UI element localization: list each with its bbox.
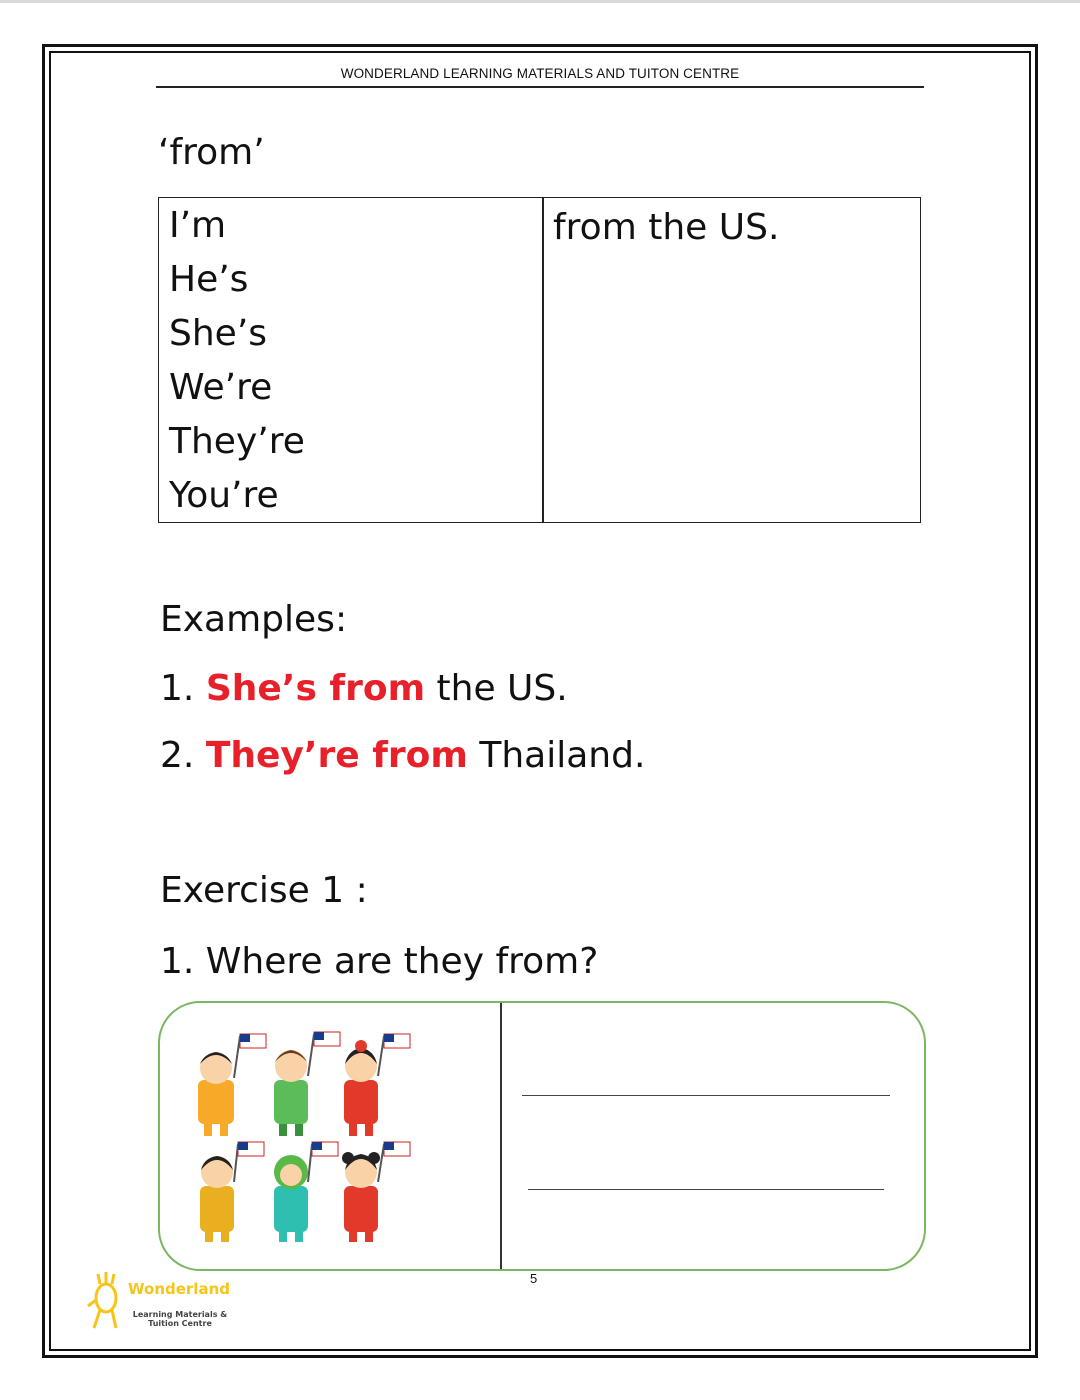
header-rule: [156, 86, 924, 88]
page-title: ‘from’: [158, 132, 265, 173]
example-item: [160, 668, 568, 709]
page-number: 5: [530, 1271, 538, 1286]
grammar-table: [158, 197, 921, 523]
exercise-question: 1. Where are they from?: [160, 941, 599, 982]
child-figure: [274, 1032, 340, 1136]
table-divider: [542, 198, 544, 522]
subject-cell: They’re: [169, 421, 305, 462]
subject-cell: You’re: [169, 475, 279, 516]
example-highlight: She’s from: [205, 668, 426, 709]
answer-line[interactable]: [522, 1095, 890, 1096]
subject-cell: She’s: [169, 313, 268, 354]
example-number: 2.: [160, 735, 195, 776]
subject-cell: He’s: [169, 259, 249, 300]
header-centre-name: WONDERLAND LEARNING MATERIALS AND TUITON CENTRE: [340, 66, 740, 81]
logo-subtitle-line: Learning Materials &: [132, 1310, 228, 1319]
logo-name: Wonderland: [128, 1280, 230, 1298]
subject-cell: I’m: [169, 205, 227, 246]
predicate-cell: from the US.: [553, 207, 780, 248]
child-figure: [200, 1142, 264, 1242]
examples-heading: Examples:: [160, 599, 348, 640]
answer-line[interactable]: [528, 1189, 884, 1190]
child-figure: [344, 1034, 410, 1136]
example-highlight: They’re from: [205, 735, 468, 776]
logo-subtitle-line: Tuition Centre: [148, 1319, 212, 1328]
wonderland-logo: [86, 1272, 246, 1338]
subject-cell: We’re: [169, 367, 273, 408]
example-rest: Thailand.: [467, 735, 646, 776]
child-figure: [274, 1142, 338, 1242]
example-number: 1.: [160, 668, 195, 709]
child-figure: [198, 1034, 266, 1136]
child-figure: [342, 1142, 410, 1242]
top-divider: [0, 0, 1080, 3]
answer-box-divider: [500, 1003, 502, 1269]
logo-subtitle: [130, 1310, 230, 1328]
exercise-heading: Exercise 1 :: [160, 870, 368, 911]
mascot-icon: [86, 1272, 126, 1336]
example-item: [160, 735, 645, 776]
children-with-flags-illustration: [180, 1020, 420, 1260]
example-rest: the US.: [425, 668, 568, 709]
